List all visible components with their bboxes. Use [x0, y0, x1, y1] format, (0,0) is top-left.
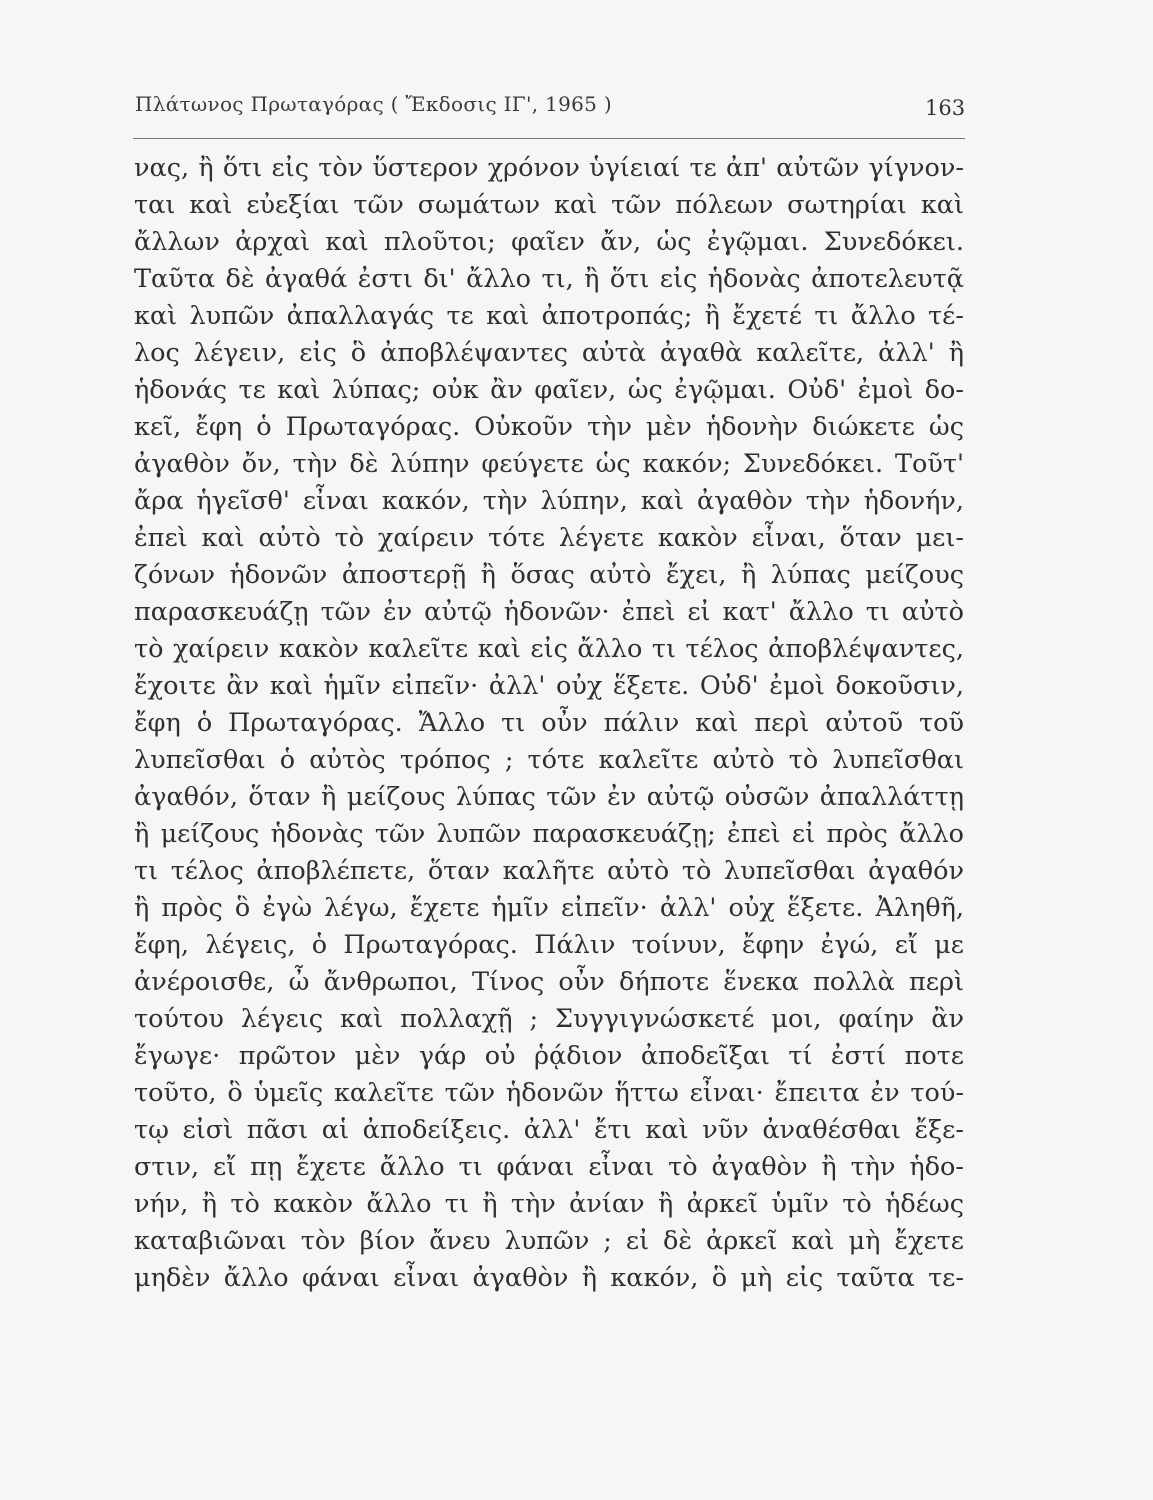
- body-text: [134, 150, 964, 1297]
- text-line: τῳ εἰσὶ πᾶσι αἱ ἀποδείξεις. ἀλλ' ἔτι καὶ νῦν ἀναθέσθαι ἔξε-: [134, 1115, 964, 1145]
- text-line: ἐπεὶ καὶ αὐτὸ τὸ χαίρειν τότε λέγετε κακὸν εἶναι, ὅταν μει-: [134, 523, 964, 553]
- text-line: κεῖ, ἔφη ὁ Πρωταγόρας. Οὐκοῦν τὴν μὲν ἡδονὴν διώκετε ὡς: [134, 412, 964, 442]
- text-line: ἀνέροισθε, ὦ ἄνθρωποι, Τίνος οὖν δήποτε ἕνεκα πολλὰ περὶ: [134, 967, 964, 997]
- text-line: ται καὶ εὐεξίαι τῶν σωμάτων καὶ τῶν πόλεων σωτηρίαι καὶ: [134, 190, 964, 220]
- text-line: τι τέλος ἀποβλέπετε, ὅταν καλῆτε αὐτὸ τὸ λυπεῖσθαι ἀγαθόν: [134, 856, 964, 886]
- page-number: 163: [925, 96, 966, 120]
- text-line: καὶ λυπῶν ἀπαλλαγάς τε καὶ ἀποτροπάς; ἢ ἔχετέ τι ἄλλο τέ-: [134, 301, 964, 331]
- text-line: ἢ πρὸς ὃ ἐγὼ λέγω, ἔχετε ἡμῖν εἰπεῖν· ἀλλ' οὐχ ἕξετε. Ἀληθῆ,: [134, 893, 964, 923]
- text-line: λυπεῖσθαι ὁ αὐτὸς τρόπος ; τότε καλεῖτε αὐτὸ τὸ λυπεῖσθαι: [134, 745, 964, 775]
- text-line: στιν, εἴ πῃ ἔχετε ἄλλο τι φάναι εἶναι τὸ ἀγαθὸν ἢ τὴν ἡδο-: [134, 1152, 964, 1182]
- text-line: ζόνων ἡδονῶν ἀποστερῇ ἢ ὅσας αὐτὸ ἔχει, ἢ λύπας μείζους: [134, 560, 964, 590]
- text-line: ἢ μείζους ἡδονὰς τῶν λυπῶν παρασκευάζῃ; ἐπεὶ εἰ πρὸς ἄλλο: [134, 819, 964, 849]
- text-line: παρασκευάζῃ τῶν ἐν αὐτῷ ἡδονῶν· ἐπεὶ εἰ κατ' ἄλλο τι αὐτὸ: [134, 597, 964, 627]
- text-line: ἄλλων ἀρχαὶ καὶ πλοῦτοι; φαῖεν ἄν, ὡς ἐγῷμαι. Συνεδόκει.: [134, 227, 964, 257]
- text-line: τὸ χαίρειν κακὸν καλεῖτε καὶ εἰς ἄλλο τι τέλος ἀποβλέψαντες,: [134, 634, 964, 664]
- text-line: ἡδονάς τε καὶ λύπας; οὐκ ἂν φαῖεν, ὡς ἐγῷμαι. Οὐδ' ἐμοὶ δο-: [134, 375, 964, 405]
- text-line: καταβιῶναι τὸν βίον ἄνευ λυπῶν ; εἰ δὲ ἀρκεῖ καὶ μὴ ἔχετε: [134, 1226, 964, 1256]
- running-title: Πλάτωνος Πρωταγόρας ( Ἔκδοσις ΙΓ', 1965 ): [135, 92, 612, 116]
- text-line: νας, ἢ ὅτι εἰς τὸν ὕστερον χρόνον ὑγίειαί τε ἀπ' αὐτῶν γίγνον-: [134, 153, 964, 183]
- text-line: ἀγαθὸν ὄν, τὴν δὲ λύπην φεύγετε ὡς κακόν; Συνεδόκει. Τοῦτ': [134, 449, 964, 479]
- text-line: ἔχοιτε ἂν καὶ ἡμῖν εἰπεῖν· ἀλλ' οὐχ ἕξετε. Οὐδ' ἐμοὶ δοκοῦσιν,: [134, 671, 964, 701]
- text-line: ἀγαθόν, ὅταν ἢ μείζους λύπας τῶν ἐν αὐτῷ οὐσῶν ἀπαλλάττῃ: [134, 782, 964, 812]
- text-line: ἄρα ἡγεῖσθ' εἶναι κακόν, τὴν λύπην, καὶ ἀγαθὸν τὴν ἡδονήν,: [134, 486, 964, 516]
- text-line: ἔφη ὁ Πρωταγόρας. Ἄλλο τι οὖν πάλιν καὶ περὶ αὐτοῦ τοῦ: [134, 708, 964, 738]
- text-line: ἔφη, λέγεις, ὁ Πρωταγόρας. Πάλιν τοίνυν, ἔφην ἐγώ, εἴ με: [134, 930, 964, 960]
- text-line: Ταῦτα δὲ ἀγαθά ἐστι δι' ἄλλο τι, ἢ ὅτι εἰς ἡδονὰς ἀποτελευτᾷ: [134, 264, 964, 294]
- text-line: μηδὲν ἄλλο φάναι εἶναι ἀγαθὸν ἢ κακόν, ὃ μὴ εἰς ταῦτα τε-: [134, 1263, 964, 1293]
- text-line: τοῦτο, ὃ ὑμεῖς καλεῖτε τῶν ἡδονῶν ἥττω εἶναι· ἔπειτα ἐν τού-: [134, 1078, 964, 1108]
- text-line: ἔγωγε· πρῶτον μὲν γάρ οὐ ῥᾴδιον ἀποδεῖξαι τί ἐστί ποτε: [134, 1041, 964, 1071]
- text-line: λος λέγειν, εἰς ὃ ἀποβλέψαντες αὐτὰ ἀγαθὰ καλεῖτε, ἀλλ' ἢ: [134, 338, 964, 368]
- text-line: νήν, ἢ τὸ κακὸν ἄλλο τι ἢ τὴν ἀνίαν ἢ ἀρκεῖ ὑμῖν τὸ ἡδέως: [134, 1189, 964, 1219]
- text-line: τούτου λέγεις καὶ πολλαχῇ ; Συγγιγνώσκετέ μοι, φαίην ἂν: [134, 1004, 964, 1034]
- header-rule: [133, 138, 965, 139]
